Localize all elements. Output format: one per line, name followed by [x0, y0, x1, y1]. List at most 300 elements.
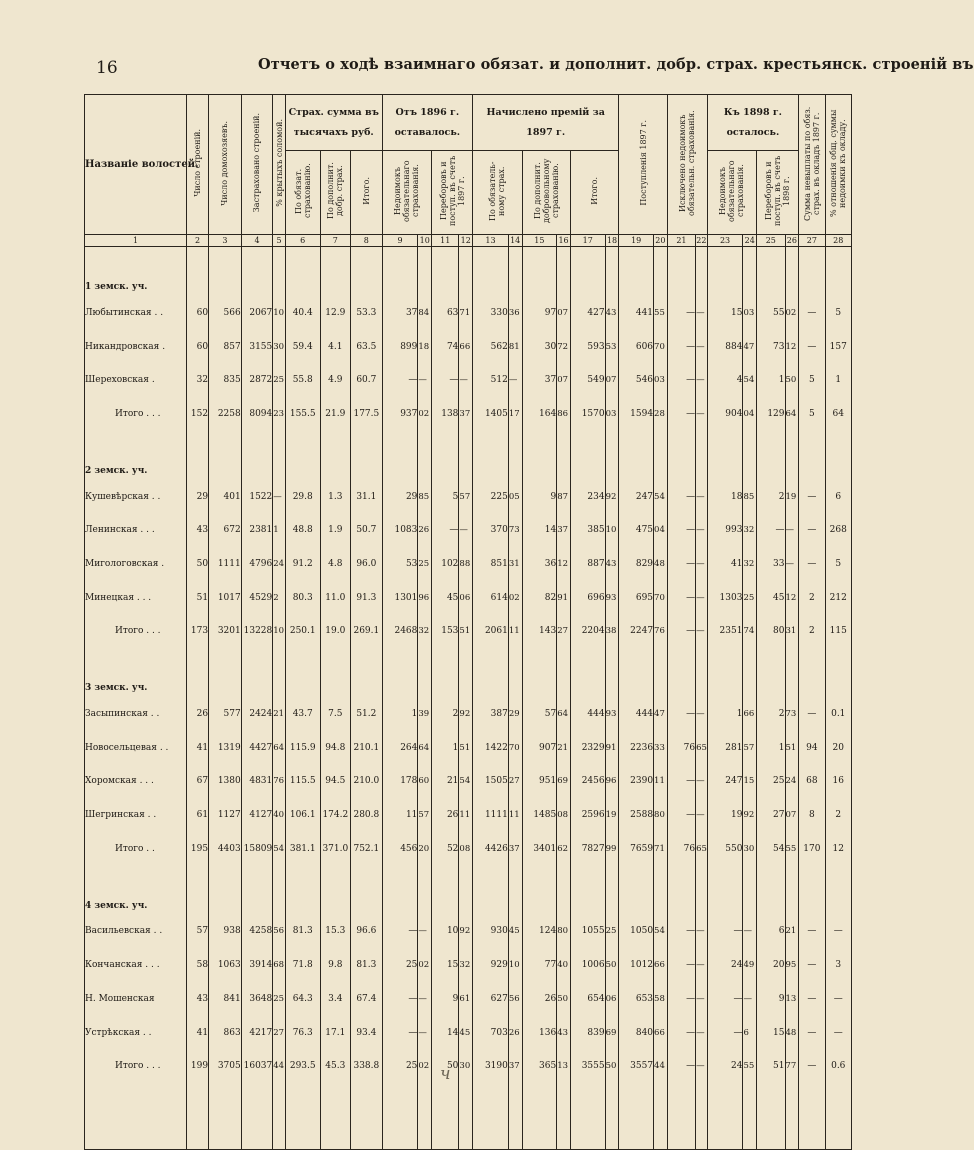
table-cell: 752.1	[351, 832, 383, 866]
table-cell: 56	[273, 915, 286, 949]
table-cell: 29.8	[285, 480, 320, 514]
table-cell: —	[799, 296, 825, 330]
table-cell: 64	[418, 731, 432, 765]
table-cell: 884	[707, 330, 743, 364]
table-cell: —	[432, 363, 459, 397]
table-cell: 627	[473, 982, 509, 1016]
table-cell: 20	[757, 948, 785, 982]
table-cell: 14	[432, 1016, 459, 1050]
table-cell: —	[696, 397, 708, 431]
table-cell: 33	[654, 731, 668, 765]
table-cell: 07	[557, 296, 571, 330]
table-cell: 64	[273, 731, 286, 765]
table-cell: 1	[273, 513, 286, 547]
table-cell: 30	[743, 832, 757, 866]
table-cell: 99	[605, 832, 619, 866]
table-cell: 50	[432, 1049, 459, 1083]
table-cell: —	[743, 915, 757, 949]
table-cell: 58	[187, 948, 209, 982]
table-cell: 19	[785, 480, 799, 514]
column-number: 10	[419, 236, 430, 245]
table-cell: —	[667, 982, 695, 1016]
table-cell: 41	[187, 1016, 209, 1050]
table-cell: —	[667, 1049, 695, 1083]
table-cell: 91.3	[351, 581, 383, 615]
section-title: 4 земск. уч.	[85, 880, 187, 915]
table-cell: 10	[432, 915, 459, 949]
table-cell: 85	[418, 480, 432, 514]
table-cell: 55.8	[285, 363, 320, 397]
table-cell: 887	[570, 547, 605, 581]
table-cell: 91	[557, 581, 571, 615]
volost-name: Ленинская . . .	[85, 513, 187, 547]
table-cell: 269.1	[351, 615, 383, 649]
table-cell: 06	[459, 581, 473, 615]
table-cell: 153	[432, 615, 459, 649]
table-cell: 02	[508, 581, 522, 615]
column-number: 4	[241, 235, 273, 247]
table-cell: 31.1	[351, 480, 383, 514]
table-cell: 18	[418, 330, 432, 364]
table-cell: 2061	[473, 615, 509, 649]
table-cell: 32	[743, 547, 757, 581]
table-cell: 91	[605, 731, 619, 765]
table-cell: —	[667, 547, 695, 581]
table-cell: 1083	[382, 513, 418, 547]
table-cell: 69	[557, 765, 571, 799]
table-cell: 1111	[209, 547, 242, 581]
table-cell: 96.0	[351, 547, 383, 581]
table-cell: 606	[619, 330, 654, 364]
table-cell: 3557	[619, 1049, 654, 1083]
table-cell: 39	[418, 697, 432, 731]
table-cell: 1.9	[320, 513, 351, 547]
table-cell: 37	[508, 832, 522, 866]
table-cell: 45	[757, 581, 785, 615]
table-cell: 264	[382, 731, 418, 765]
table-cell: 4127	[241, 798, 273, 832]
table-cell: 0.6	[825, 1049, 851, 1083]
table-cell: 546	[619, 363, 654, 397]
table-cell: 69	[605, 1016, 619, 1050]
table-cell: —	[696, 697, 708, 731]
volost-name: Засыпинская . .	[85, 697, 187, 731]
table-cell: 93.4	[351, 1016, 383, 1050]
table-cell: 2	[273, 581, 286, 615]
table-cell: 4.8	[320, 547, 351, 581]
table-cell: —	[667, 915, 695, 949]
table-cell: 1	[825, 363, 851, 397]
table-cell: 155.5	[285, 397, 320, 431]
table-cell: 72	[557, 330, 571, 364]
table-cell: 929	[473, 948, 509, 982]
header-name: Названіе волостей.	[85, 95, 187, 235]
table-cell: 2	[757, 697, 785, 731]
table-cell: —	[799, 1049, 825, 1083]
table-cell: 23	[273, 397, 286, 431]
table-cell: 12.9	[320, 296, 351, 330]
column-number: 27	[799, 235, 825, 247]
table-cell: 32	[743, 513, 757, 547]
table-cell: 85	[743, 480, 757, 514]
volost-name: Мигологовская .	[85, 547, 187, 581]
header-c9: Недоимокъ обязательнаго страхованія.	[393, 160, 421, 222]
table-cell: 1	[707, 697, 743, 731]
table-body	[85, 247, 852, 1150]
table-cell: 174.2	[320, 798, 351, 832]
table-cell: 1405	[473, 397, 509, 431]
table-cell: 1	[432, 731, 459, 765]
table-cell: —	[825, 915, 851, 949]
header-c15: По дополнит. добровольному страхованію.	[532, 158, 560, 224]
table-cell: —	[799, 915, 825, 949]
table-cell: 863	[209, 1016, 242, 1050]
table-cell: 24	[707, 948, 743, 982]
table-cell: 2067	[241, 296, 273, 330]
table-cell: 177.5	[351, 397, 383, 431]
table-cell: 15.3	[320, 915, 351, 949]
table-cell: 67	[187, 765, 209, 799]
table-cell: 695	[619, 581, 654, 615]
table-cell: 71	[459, 296, 473, 330]
table-row	[85, 1016, 852, 1050]
table-cell: 32	[187, 363, 209, 397]
table-cell: —	[785, 513, 799, 547]
table-cell: 38	[605, 615, 619, 649]
table-cell: 899	[382, 330, 418, 364]
volost-name: Васильевская . .	[85, 915, 187, 949]
column-number: 8	[351, 235, 383, 247]
table-cell: 1422	[473, 731, 509, 765]
table-cell: 21.9	[320, 397, 351, 431]
table-cell: 444	[619, 697, 654, 731]
table-cell: 210.1	[351, 731, 383, 765]
table-cell: 225	[473, 480, 509, 514]
table-cell: 0.1	[825, 697, 851, 731]
table-cell: 129	[757, 397, 785, 431]
table-cell: 1055	[570, 915, 605, 949]
table-cell: 86	[557, 397, 571, 431]
table-cell: 475	[619, 513, 654, 547]
table-cell: 57	[743, 731, 757, 765]
table-cell: 21	[557, 731, 571, 765]
table-cell: 60.7	[351, 363, 383, 397]
table-cell: 703	[473, 1016, 509, 1050]
volost-name: Итого . . .	[85, 615, 187, 649]
table-cell: 02	[785, 296, 799, 330]
header-c8: Итого.	[361, 177, 371, 205]
table-cell: 03	[743, 296, 757, 330]
table-cell: 76	[667, 832, 695, 866]
table-cell: —	[418, 915, 432, 949]
table-row	[85, 480, 852, 514]
table-cell: 03	[654, 363, 668, 397]
table-cell: 4426	[473, 832, 509, 866]
table-cell: 124	[522, 915, 557, 949]
table-cell: 43	[605, 547, 619, 581]
table-cell: —	[799, 1016, 825, 1050]
table-cell: —	[667, 798, 695, 832]
table-cell: 40	[273, 798, 286, 832]
table-cell: —	[696, 615, 708, 649]
table-cell: 5	[799, 363, 825, 397]
volost-name: Устрѣкская . .	[85, 1016, 187, 1050]
table-cell: 31	[785, 615, 799, 649]
table-cell: —	[799, 982, 825, 1016]
header-c7: По дополнит. добр. страх.	[326, 162, 345, 220]
table-cell: 06	[605, 982, 619, 1016]
table-cell: 50	[785, 363, 799, 397]
table-cell: 456	[382, 832, 418, 866]
table-cell: 951	[522, 765, 557, 799]
table-cell: 7827	[570, 832, 605, 866]
table-cell: 5	[432, 480, 459, 514]
table-cell: 65	[696, 832, 708, 866]
table-cell: 17	[508, 397, 522, 431]
table-cell: 26	[187, 697, 209, 731]
table-cell: 88	[459, 547, 473, 581]
table-cell: 40	[557, 948, 571, 982]
table-cell: 73	[508, 513, 522, 547]
table-cell: 614	[473, 581, 509, 615]
table-cell: 1050	[619, 915, 654, 949]
table-cell: 1301	[382, 581, 418, 615]
table-cell: —	[696, 330, 708, 364]
table-cell: 1.3	[320, 480, 351, 514]
table-cell: —	[757, 513, 785, 547]
table-cell: 1	[757, 731, 785, 765]
table-cell: 41	[707, 547, 743, 581]
header-c23: Недоимокъ обязательнаго страхованія.	[718, 160, 746, 222]
table-cell: 67.4	[351, 982, 383, 1016]
table-cell: 250.1	[285, 615, 320, 649]
table-cell: —	[799, 697, 825, 731]
volost-name: Итого . . .	[85, 397, 187, 431]
table-cell: 20	[418, 832, 432, 866]
table-cell: 4403	[209, 832, 242, 866]
volost-name: Кончанская . . .	[85, 948, 187, 982]
table-cell: 3648	[241, 982, 273, 1016]
table-cell: 44	[654, 1049, 668, 1083]
table-cell: 80	[654, 798, 668, 832]
table-cell: 27	[508, 765, 522, 799]
table-cell: 16	[825, 765, 851, 799]
table-row	[85, 513, 852, 547]
table-cell: 31	[508, 547, 522, 581]
table-cell: 25	[382, 948, 418, 982]
table-cell: 1594	[619, 397, 654, 431]
table-cell: 2	[825, 798, 851, 832]
table-cell: 937	[382, 397, 418, 431]
table-cell: —	[696, 915, 708, 949]
volost-name: Никандровская .	[85, 330, 187, 364]
table-cell: —	[696, 948, 708, 982]
table-cell: 43	[187, 513, 209, 547]
total-row	[85, 832, 852, 866]
table-cell: 25	[757, 765, 785, 799]
table-cell: 280.8	[351, 798, 383, 832]
table-cell: —	[418, 982, 432, 1016]
table-cell: 3155	[241, 330, 273, 364]
volost-name: Итого . . .	[85, 1049, 187, 1083]
table-cell: 95	[785, 948, 799, 982]
table-cell: 65	[696, 731, 708, 765]
table-cell: 851	[473, 547, 509, 581]
table-cell: 03	[605, 397, 619, 431]
table-cell: 80	[757, 615, 785, 649]
table-cell: 64	[785, 397, 799, 431]
volost-name: Минецкая . . .	[85, 581, 187, 615]
header-c21: Исключено недоимокъ обязательн. страхованія.	[678, 110, 697, 216]
table-cell: 37	[557, 513, 571, 547]
table-cell: 102	[432, 547, 459, 581]
table-cell: 51	[785, 731, 799, 765]
table-cell: 61	[459, 982, 473, 1016]
table-cell: 04	[654, 513, 668, 547]
table-cell: 54	[757, 832, 785, 866]
table-row	[85, 915, 852, 949]
table-cell: 330	[473, 296, 509, 330]
column-number: 26	[786, 236, 797, 245]
table-cell: 365	[522, 1049, 557, 1083]
table-cell: —	[508, 363, 522, 397]
table-cell: 70	[654, 581, 668, 615]
volost-name: Н. Мошенская	[85, 982, 187, 1016]
table-cell: 593	[570, 330, 605, 364]
table-cell: 51	[459, 731, 473, 765]
table-cell: 247	[707, 765, 743, 799]
table-cell: 76	[667, 731, 695, 765]
table-cell: —	[696, 765, 708, 799]
table-cell: 2381	[241, 513, 273, 547]
table-cell: 164	[522, 397, 557, 431]
table-cell: 81.3	[285, 915, 320, 949]
table-cell: 08	[459, 832, 473, 866]
table-cell: 1063	[209, 948, 242, 982]
table-cell: 441	[619, 296, 654, 330]
statistics-table	[84, 94, 852, 1150]
table-cell: 930	[473, 915, 509, 949]
table-cell: 6	[743, 1016, 757, 1050]
table-cell: —	[696, 480, 708, 514]
table-cell: 55	[757, 296, 785, 330]
table-cell: 51	[459, 615, 473, 649]
table-cell: 7659	[619, 832, 654, 866]
table-cell: 81	[508, 330, 522, 364]
table-cell: 11.0	[320, 581, 351, 615]
table-cell: 63	[432, 296, 459, 330]
table-cell: 02	[418, 397, 432, 431]
table-cell: 56	[508, 982, 522, 1016]
total-row	[85, 615, 852, 649]
table-cell: 562	[473, 330, 509, 364]
table-cell: 68	[273, 948, 286, 982]
table-cell: 07	[557, 363, 571, 397]
table-cell: —	[459, 513, 473, 547]
table-cell: 13228	[241, 615, 273, 649]
column-number: 24	[744, 236, 755, 245]
table-cell: 11	[508, 798, 522, 832]
table-cell: 82	[522, 581, 557, 615]
table-row	[85, 948, 852, 982]
table-cell: —	[667, 765, 695, 799]
table-cell: 64.3	[285, 982, 320, 1016]
table-cell: 77	[522, 948, 557, 982]
table-cell: —	[667, 1016, 695, 1050]
section-header-row	[85, 445, 852, 480]
total-row	[85, 397, 852, 431]
volost-name: Шегринская . .	[85, 798, 187, 832]
table-cell: 19	[605, 798, 619, 832]
volost-name: Итого . .	[85, 832, 187, 866]
header-c27: Сумма невыплаты по обяз. страх. въ окладъ 1897 г.	[802, 105, 821, 221]
table-cell: —	[667, 397, 695, 431]
column-number: 16	[558, 236, 569, 245]
table-cell: 37	[508, 1049, 522, 1083]
table-cell: 76.3	[285, 1016, 320, 1050]
table-cell: 2588	[619, 798, 654, 832]
table-cell: 566	[209, 296, 242, 330]
table-cell: 93	[605, 697, 619, 731]
table-cell: 2	[799, 615, 825, 649]
table-cell: 106.1	[285, 798, 320, 832]
table-cell: 54	[273, 832, 286, 866]
volost-name: Любытинская . .	[85, 296, 187, 330]
table-cell: 138	[432, 397, 459, 431]
table-cell: 4831	[241, 765, 273, 799]
header-c6: По обязат. страхованію.	[293, 163, 312, 219]
table-cell: 26	[432, 798, 459, 832]
table-cell: 60	[187, 330, 209, 364]
table-cell: 50	[187, 547, 209, 581]
table-cell: 835	[209, 363, 242, 397]
table-cell: 94.8	[320, 731, 351, 765]
table-cell: 54	[654, 915, 668, 949]
column-number: 3	[209, 235, 242, 247]
table-cell: 152	[187, 397, 209, 431]
group-premiums: Начислено премій за 1897 г.	[473, 95, 619, 151]
table-cell: 48.8	[285, 513, 320, 547]
table-cell: 30	[273, 330, 286, 364]
section-title: 3 земск. уч.	[85, 662, 187, 697]
section-title: 2 земск. уч.	[85, 445, 187, 480]
table-cell: 43	[557, 1016, 571, 1050]
table-cell: 45	[432, 581, 459, 615]
table-cell: 178	[382, 765, 418, 799]
column-number: 15	[522, 235, 557, 247]
table-cell: 45	[459, 1016, 473, 1050]
table-cell: 29	[187, 480, 209, 514]
table-cell: 2236	[619, 731, 654, 765]
table-cell: 96.6	[351, 915, 383, 949]
header-c3: Число домохозяевъ.	[220, 120, 230, 206]
table-row	[85, 798, 852, 832]
column-number: 25	[757, 235, 785, 247]
table-cell: 37	[522, 363, 557, 397]
table-row	[85, 330, 852, 364]
table-cell: 60	[187, 296, 209, 330]
table-cell: 24	[273, 547, 286, 581]
table-cell: 45.3	[320, 1049, 351, 1083]
table-cell: 47	[654, 697, 668, 731]
table-cell: 40.4	[285, 296, 320, 330]
page-number: 16	[96, 58, 118, 78]
table-cell: 74	[743, 615, 757, 649]
table-cell: 15	[432, 948, 459, 982]
column-number: 14	[510, 236, 521, 245]
table-cell: 96	[605, 765, 619, 799]
table-cell: —	[696, 581, 708, 615]
